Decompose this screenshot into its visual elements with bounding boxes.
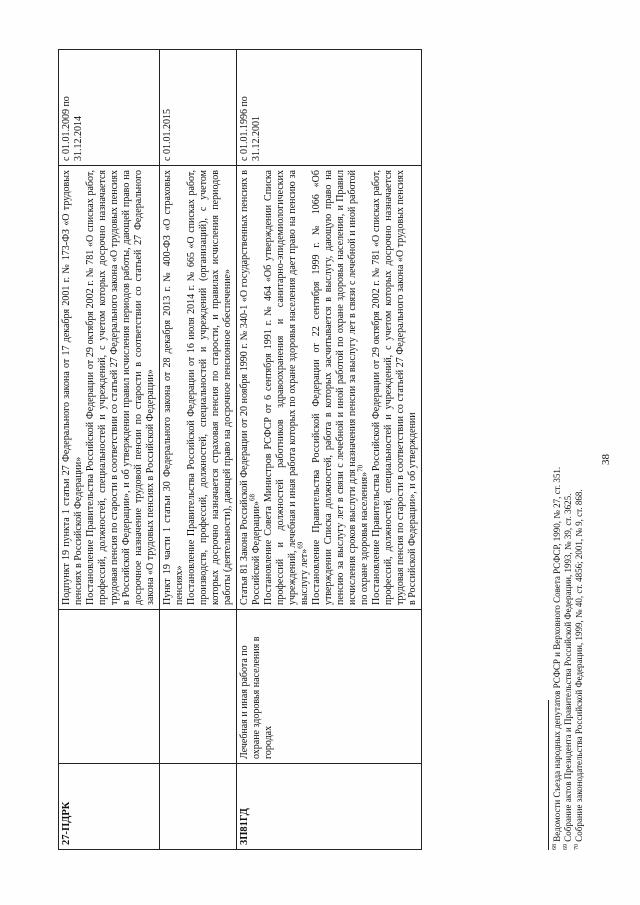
- law-text: Статья 81 Закона Российской Федерации от 20 ноября 1990 г. № 340-1 «О государственных пенсиях в Российской Федерации»$^{68}$: [239, 170, 262, 605]
- footnote-mark: 68: [248, 493, 257, 501]
- row-laws: [237, 166, 422, 610]
- footnotes: [552, 70, 585, 850]
- page-number: 38: [600, 454, 612, 465]
- table-row: [160, 50, 237, 850]
- row-period: с 01.01.1996 по 31.12.2001: [237, 50, 422, 166]
- row-period: с 01.01.2009 по 31.12.2014: [59, 50, 160, 166]
- row-description: [59, 610, 160, 764]
- table-row: [237, 50, 422, 850]
- row-code: [160, 764, 237, 850]
- law-text: Постановление Правительства Российской Федерации от 16 июля 2014 г. № 665 «О списках работ, производств, профессий, должностей, специальностей и учреждений (организаций), с учетом которых досрочно назначается страховая пенсия по старости, и правилах исчисления периодов работы (деятельности), дающей право на досрочное пенсионное обеспечение»: [186, 170, 233, 605]
- law-text: Постановление Правительства Российской Федерации от 29 октября 2002 г. № 781 «О списках работ, профессий, должностей, специальностей и учреждений, с учетом которых досрочно назначается трудовая пенсия по старости в соответствии со статьей 27 Федерального закона «О трудовых пенсиях в Российской Федерации», и об утверждении правил исчисления периодов работы, дающей право на досрочное назначение трудовой пенсии по старости в соответствии со статьей 27 Федерального закона «О трудовых пенсиях в Российской Федерации»: [85, 170, 156, 605]
- row-description: [160, 610, 237, 764]
- row-code: 3П81ГД: [237, 764, 422, 850]
- law-text: Постановление Совета Министров РСФСР от 6 сентября 1991 г. № 464 «Об утверждении Списка профессий и должностей работников здравоохранения и санитарно-эпидемиологических учреждений, лечебная и иная работа которых по охране здоровья населения дает право на пенсию за выслугу лет»$^{69}$: [263, 170, 310, 605]
- row-laws: [59, 166, 160, 610]
- footnote-divider: [548, 700, 549, 850]
- footnote: $^{70}$ Собрание законодательства Российской Федерации, 1999, № 40, ст. 4856; 2001, № 9, ст. 868.: [574, 489, 584, 850]
- footnote-mark: 70: [356, 464, 365, 472]
- row-code: 27-ПДРК: [59, 764, 160, 850]
- table-row: [59, 50, 160, 850]
- row-laws: [160, 166, 237, 610]
- footnote: $^{68}$ Ведомости Съезда народных депутатов РСФСР и Верховного Совета РСФСР, 1990, № 27, ст. 351.: [552, 466, 562, 850]
- law-text: Постановление Правительства Российской Федерации от 22 сентября 1999 г. № 1066 «Об утверждении Списка должностей, работа в которых засчитывается в выслугу, дающую право на пенсию за выслугу лет в связи с лечебной и иной работой по охране здоровья населения, и Правил исчисления сроков выслуги для назначения пенсии за выслугу лет в связи с лечебной и иной работой по охране здоровья населения»$^{70}$: [311, 170, 370, 605]
- row-description: Лечебная и иная работа по охране здоровья населения в городах: [237, 610, 422, 764]
- law-text: Пункт 19 части 1 статьи 30 Федерального закона от 28 декабря 2013 г. № 400-ФЗ «О страховых пенсиях»: [162, 170, 185, 605]
- law-text: Подпункт 19 пункта 1 статьи 27 Федерального закона от 17 декабря 2001 г. № 173-ФЗ «О трудовых пенсиях в Российской Федерации»: [61, 170, 84, 605]
- pension-table: [58, 49, 422, 850]
- law-text: Постановление Правительства Российской Федерации от 29 октября 2002 г. № 781 «О списках работ, профессий, должностей, специальностей и учреждений, с учетом которых досрочно назначается трудовая пенсия по старости в соответствии со статьей 27 Федерального закона «О трудовых пенсиях в Российской Федерации», и об утверждении: [371, 170, 418, 605]
- row-period: с 01.01.2015: [160, 50, 237, 166]
- footnote-mark: 69: [296, 541, 305, 549]
- footnote: $^{69}$ Собрание актов Президента и Правительства Российской Федерации, 1993, № 39, ст. 3625.: [563, 493, 573, 850]
